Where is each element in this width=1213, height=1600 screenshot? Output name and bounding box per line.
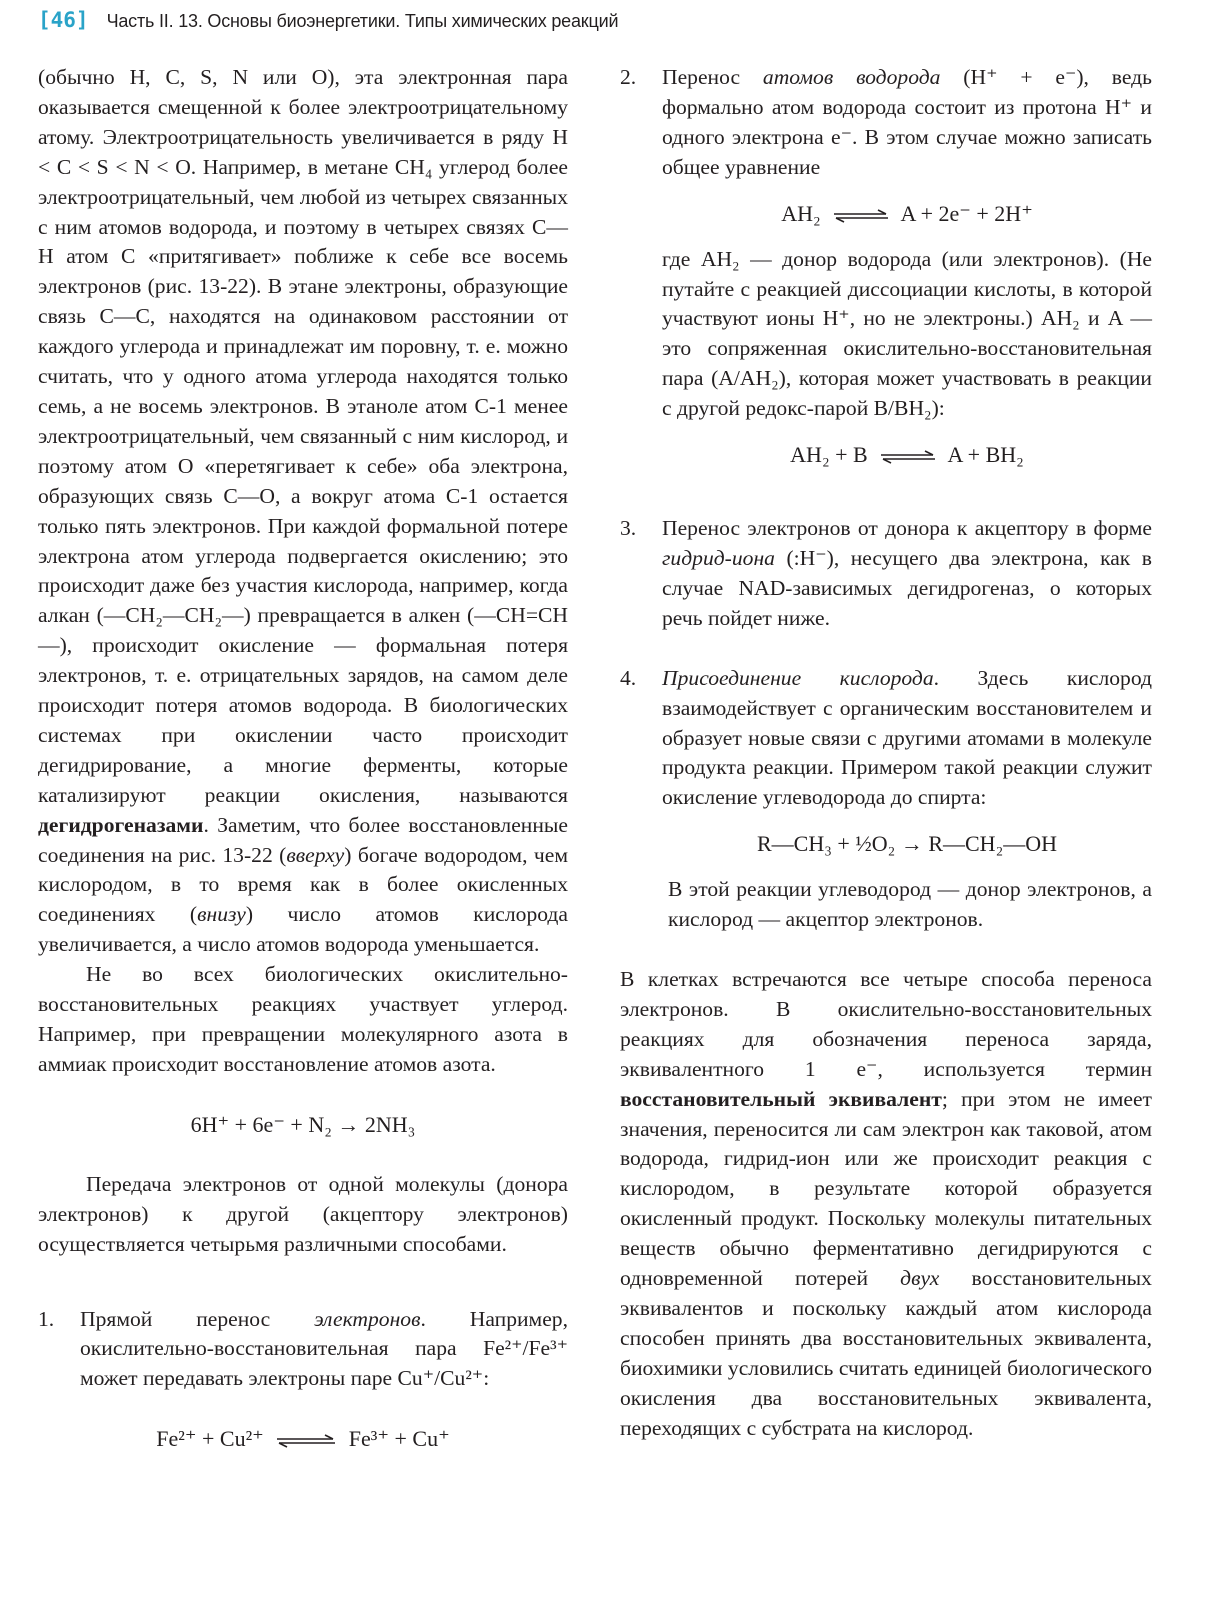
paragraph-reducing-equivalent [620,965,1152,1444]
text-run: Перенос [662,65,763,89]
text-run: ) богаче водородом, чем кислородом, в то время как в более окисленных соединениях ( [38,842,569,927]
list-item-text [662,514,1152,634]
text-run: Прямой перенос [80,1306,315,1331]
formula-left: AH₂ + B [790,442,868,468]
formula-iron-copper [38,1424,568,1454]
list-item-text: В этой реакции углеводород — донор электронов, а кислород — акцептор электронов. [668,877,1152,932]
emphasis: Присоединение кислорода [662,665,934,690]
text-run: Перенос электронов от донора к акцептору в форме [662,516,1152,541]
list-number: 4. [620,665,637,690]
list-item-3 [620,514,1152,634]
text-run: (H⁺ + e⁻), ведь формально атом водорода состоит из протона H⁺ и одного электрона e⁻. В этом случае можно записать общее уравнение [662,65,1153,179]
paragraph-nitrogen: Не во всех биологических окислительно-восстановительных реакциях участвует углерод. Например, при превращении молекулярного азота в аммиак происходит восстановление атомов азота. [38,962,568,1076]
list-item-text [80,1305,568,1395]
equilibrium-arrow-icon [275,1434,337,1448]
left-column [38,63,568,1454]
formula-right: Fe³⁺ + Cu⁺ [348,1426,450,1452]
emphasis: электронов [314,1306,421,1331]
emphasis: атомов водорода [762,65,941,89]
text-run: ; при этом не имеет значения, переносится ли сам электрон как таковой, атом водорода, гидрид-ион или же происходит реакция с кислородом, в результате которой образуется окисленный продукт. Поскольку молекулы питательных веществ обычно ферментативно дегидрируются с одновременной потерей [620,1086,1152,1291]
list-number: 3. [620,516,637,541]
formula-redox-pair [662,440,1152,470]
list-item-text [662,63,1152,183]
page-number: [46] [38,8,89,32]
text-run: . Здесь кислород взаимодействует с органическим восстановителем и образует новые связи с другими атомами в молекуле продукта реакции. Примером такой реакции служит окисление углеводорода до спирта: [662,665,1152,810]
list-number: 1. [38,1306,55,1331]
emphasis: гидрид-иона [662,545,775,570]
equilibrium-arrow-icon [832,209,890,223]
emphasis: двух [900,1266,940,1291]
list-number: 2. [620,65,637,89]
text-run: (обычно H, C, S, N или O), эта электронная пара оказывается смещенной к более электроотрицательному атому. Электроотрицательность увеличивается в ряду H < C < S < N < O. Например, в метане CH₄ углерод более электроотрицательный, чем любой из четырех связанных с ним атомов водорода, и поэтому в четырех связях C—H атом C «притягивает» поближе к себе все восемь электронов (рис. 13-22). В этане электроны, образующие связь C—C, находятся на одинаковом расстоянии от каждого углерода и принадлежат им поровну, т. е. можно считать, что у одного атома углерода находятся только семь, а не восемь электронов. В этаноле атом C-1 менее электроотрицательный, чем связанный с ним кислород, и поэтому атом O «перетягивает к себе» оба электрона, образующих связь C—O, а вокруг атома C-1 остается только пять электронов. При каждой формальной потере электрона атом углерода подвергается окислению; это происходит даже без участия кислорода, например, когда алкан (—CH₂—CH₂—) превращается в алкен (—CH=CH—), происходит окисление — формальная потеря электронов, т. е. отрицательных зарядов, на самом деле происходит потеря атомов водорода. В биологических системах при окислении часто происходит дегидрирование, а многие ферменты, которые катализируют реакции окисления, называются [38,65,568,807]
list-item-2 [620,63,1152,470]
formula-right: A + 2e⁻ + 2H⁺ [900,200,1033,226]
paragraph-electronegativity [38,63,568,960]
text-run: . Например, окислительно-восстановительная пара Fe²⁺/Fe³⁺ может передавать электроны паре Cu⁺/Cu²⁺: [80,1306,568,1391]
equilibrium-arrow-icon [879,450,937,464]
formula-nitrogen-reduction: 6H⁺ + 6e⁻ + N₂ → 2NH₃ [190,1111,416,1137]
formula-alcohol: R—CH₃ + ½O₂ → R—CH₂—OH [756,831,1058,857]
formula-hydrogen-donor [662,199,1152,229]
emphasis: вверху [286,842,345,867]
formula-left: AH₂ [781,200,821,226]
term-dehydrogenases: дегидрогеназами [38,812,204,837]
formula-left: Fe²⁺ + Cu²⁺ [156,1426,264,1452]
text-run: (:H⁻), несущего два электрона, как в случае NAD-зависимых дегидрогеназ, о которых речь пойдет ниже. [662,545,1152,630]
list-item-text [662,664,1152,814]
paragraph-four-ways: Передача электронов от одной молекулы (донора электронов) к другой (акцептору электронов) осуществляется четырьмя различными способами. [38,1171,568,1256]
text-run: . Заметим, что более восстановленные соединения на рис. 13-22 ( [38,812,568,867]
emphasis: внизу [197,902,246,927]
right-column [620,63,1152,1444]
term-reducing-equivalent: восстановительный эквивалент [620,1086,942,1111]
text-run: В клетках встречаются все четыре способа переноса электронов. В окислительно-восстановительных реакциях для обозначения переноса заряда, эквивалентного 1 e⁻, используется термин [620,967,1152,1081]
running-title: Часть II. 13. Основы биоэнергетики. Типы химических реакций [106,11,619,31]
list-item-text: где AH₂ — донор водорода (или электронов). (Не путайте с реакцией диссоциации кислоты, в которой участвуют ионы H⁺, но не электроны.) AH₂ и A — это сопряженная окислительно-восстановительная пара (A/AH₂), которая может участвовать в реакции с другой редокс-парой B/BH₂): [662,246,1152,421]
page-header [38,4,1188,36]
text-run: восстановительных эквивалентов и поскольку каждый атом кислорода способен принять два восстановительных эквивалента, биохимики условились считать единицей биологического окисления два восстановительных эквивалента, переходящих с субстрата на кислород. [620,1266,1152,1440]
list-item-1 [38,1305,568,1395]
formula-right: A + BH₂ [947,442,1024,468]
text-run: ) число атомов кислорода увеличивается, а число атомов водорода уменьшается. [38,902,568,957]
list-item-4 [620,664,1152,935]
